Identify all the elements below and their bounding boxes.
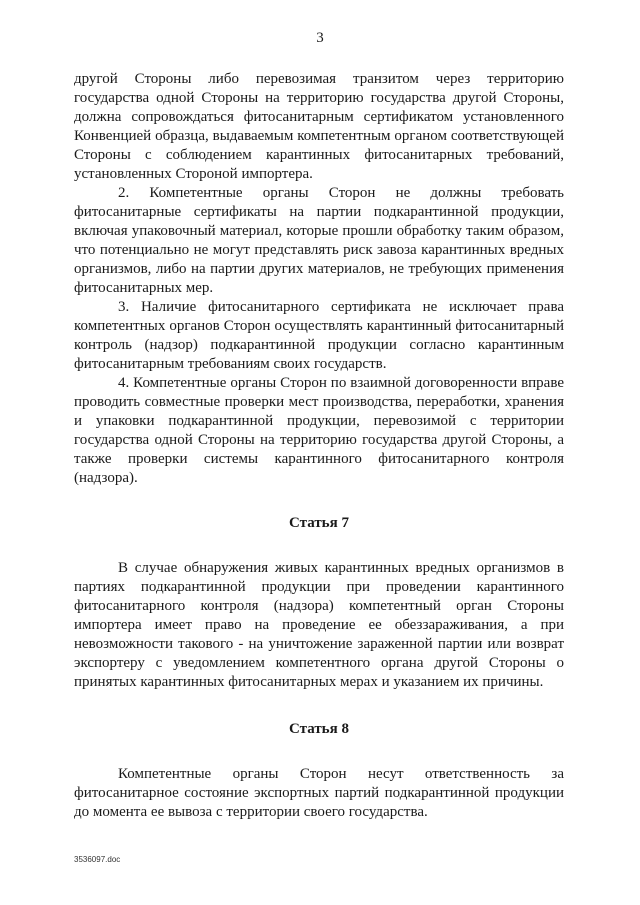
paragraph-clause-4: 4. Компетентные органы Сторон по взаимной договоренности вправе проводить совместные проверки мест производства, переработки, хранения и упаковки подкарантинной продукции, перевозимой с территории государства одной Стороны на территорию государства другой Стороны, а также проверки системы карантинного фитосанитарного контроля (надзора). bbox=[74, 375, 564, 486]
article-7-text: В случае обнаружения живых карантинных вредных организмов в партиях подкарантинной продукции при проведении карантинного фитосанитарного контроля (надзора) компетентный орган Стороны импортера имеет право на проведение ее обеззараживания, а при невозможности такового - на уничтожение зараженной партии или возврат экспортеру с уведомлением компетентного органа другой Стороны о принятых карантинных фитосанитарных мерах и указанием их причины. bbox=[74, 560, 564, 690]
page-number: 3 bbox=[316, 30, 324, 46]
document-body bbox=[74, 70, 564, 822]
paragraph-continuation: другой Стороны либо перевозимая транзитом через территорию государства одной Стороны на территорию государства другой Стороны, должна сопровождаться фитосанитарным сертификатом установленного Конвенцией образца, выдаваемым компетентным органом соответствующей Стороны с соблюдением карантинных фитосанитарных требований, установленных Стороной импортера. bbox=[74, 71, 564, 182]
paragraph-clause-2: 2. Компетентные органы Сторон не должны требовать фитосанитарные сертификаты на партии подкарантинной продукции, включая упаковочный материал, которые прошли обработку таким образом, что потенциально не могут представлять риск завоза карантинных вредных организмов, либо на партии других материалов, не требующих применения фитосанитарных мер. bbox=[74, 185, 564, 296]
article-7-heading: Статья 7 bbox=[289, 515, 349, 531]
paragraph-clause-3: 3. Наличие фитосанитарного сертификата не исключает права компетентных органов Сторон осуществлять карантинный фитосанитарный контроль (надзор) подкарантинной продукции согласно карантинным фитосанитарным требованиям своих государств. bbox=[74, 299, 564, 372]
article-8-text: Компетентные органы Сторон несут ответственность за фитосанитарное состояние экспортных партий подкарантинной продукции до момента ее вывоза с территории своего государства. bbox=[74, 766, 564, 820]
article-8-heading: Статья 8 bbox=[289, 721, 349, 737]
document-file-code: 3536097.doc bbox=[74, 855, 121, 864]
